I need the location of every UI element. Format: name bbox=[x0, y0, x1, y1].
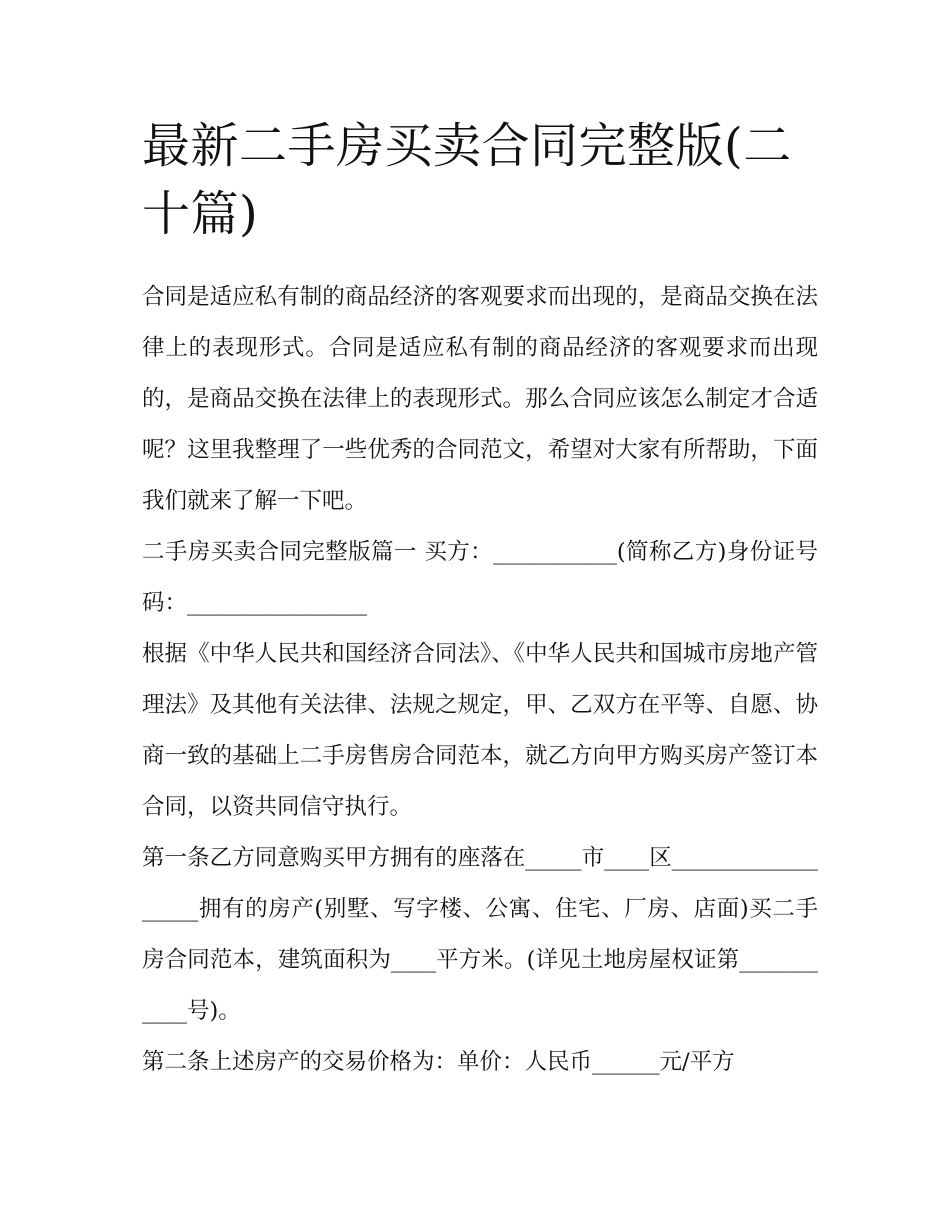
intro-paragraph: 合同是适应私有制的商品经济的客观要求而出现的，是商品交换在法律上的表现形式。合同是适应私有制的商品经济的客观要求而出现的，是商品交换在法律上的表现形式。那么合同应该怎么制定才合适呢？这里我整理了一些优秀的合同范文，希望对大家有所帮助，下面我们就来了解一下吧。 bbox=[142, 284, 818, 514]
buyer-info-paragraph: 二手房买卖合同完整版篇一 买方：___________(简称乙方)身份证号码：________________ bbox=[142, 539, 818, 616]
document-page bbox=[142, 112, 818, 1088]
document-title: 最新二手房买卖合同完整版(二十篇) bbox=[142, 118, 792, 242]
article-one-paragraph: 第一条乙方同意购买甲方拥有的座落在_____市____区__________________拥有的房产(别墅、写字楼、公寓、住宅、厂房、店面)买二手房合同范本，建筑面积为____平方米。(详见土地房屋权证第___________号)。 bbox=[142, 845, 818, 1024]
article-two-paragraph: 第二条上述房产的交易价格为：单价：人民币______元/平方 bbox=[142, 1049, 735, 1075]
legal-basis-paragraph: 根据《中华人民共和国经济合同法》、《中华人民共和国城市房地产管理法》及其他有关法律、法规之规定，甲、乙双方在平等、自愿、协商一致的基础上二手房售房合同范本，就乙方向甲方购买房产签订本合同，以资共同信守执行。 bbox=[142, 641, 818, 820]
